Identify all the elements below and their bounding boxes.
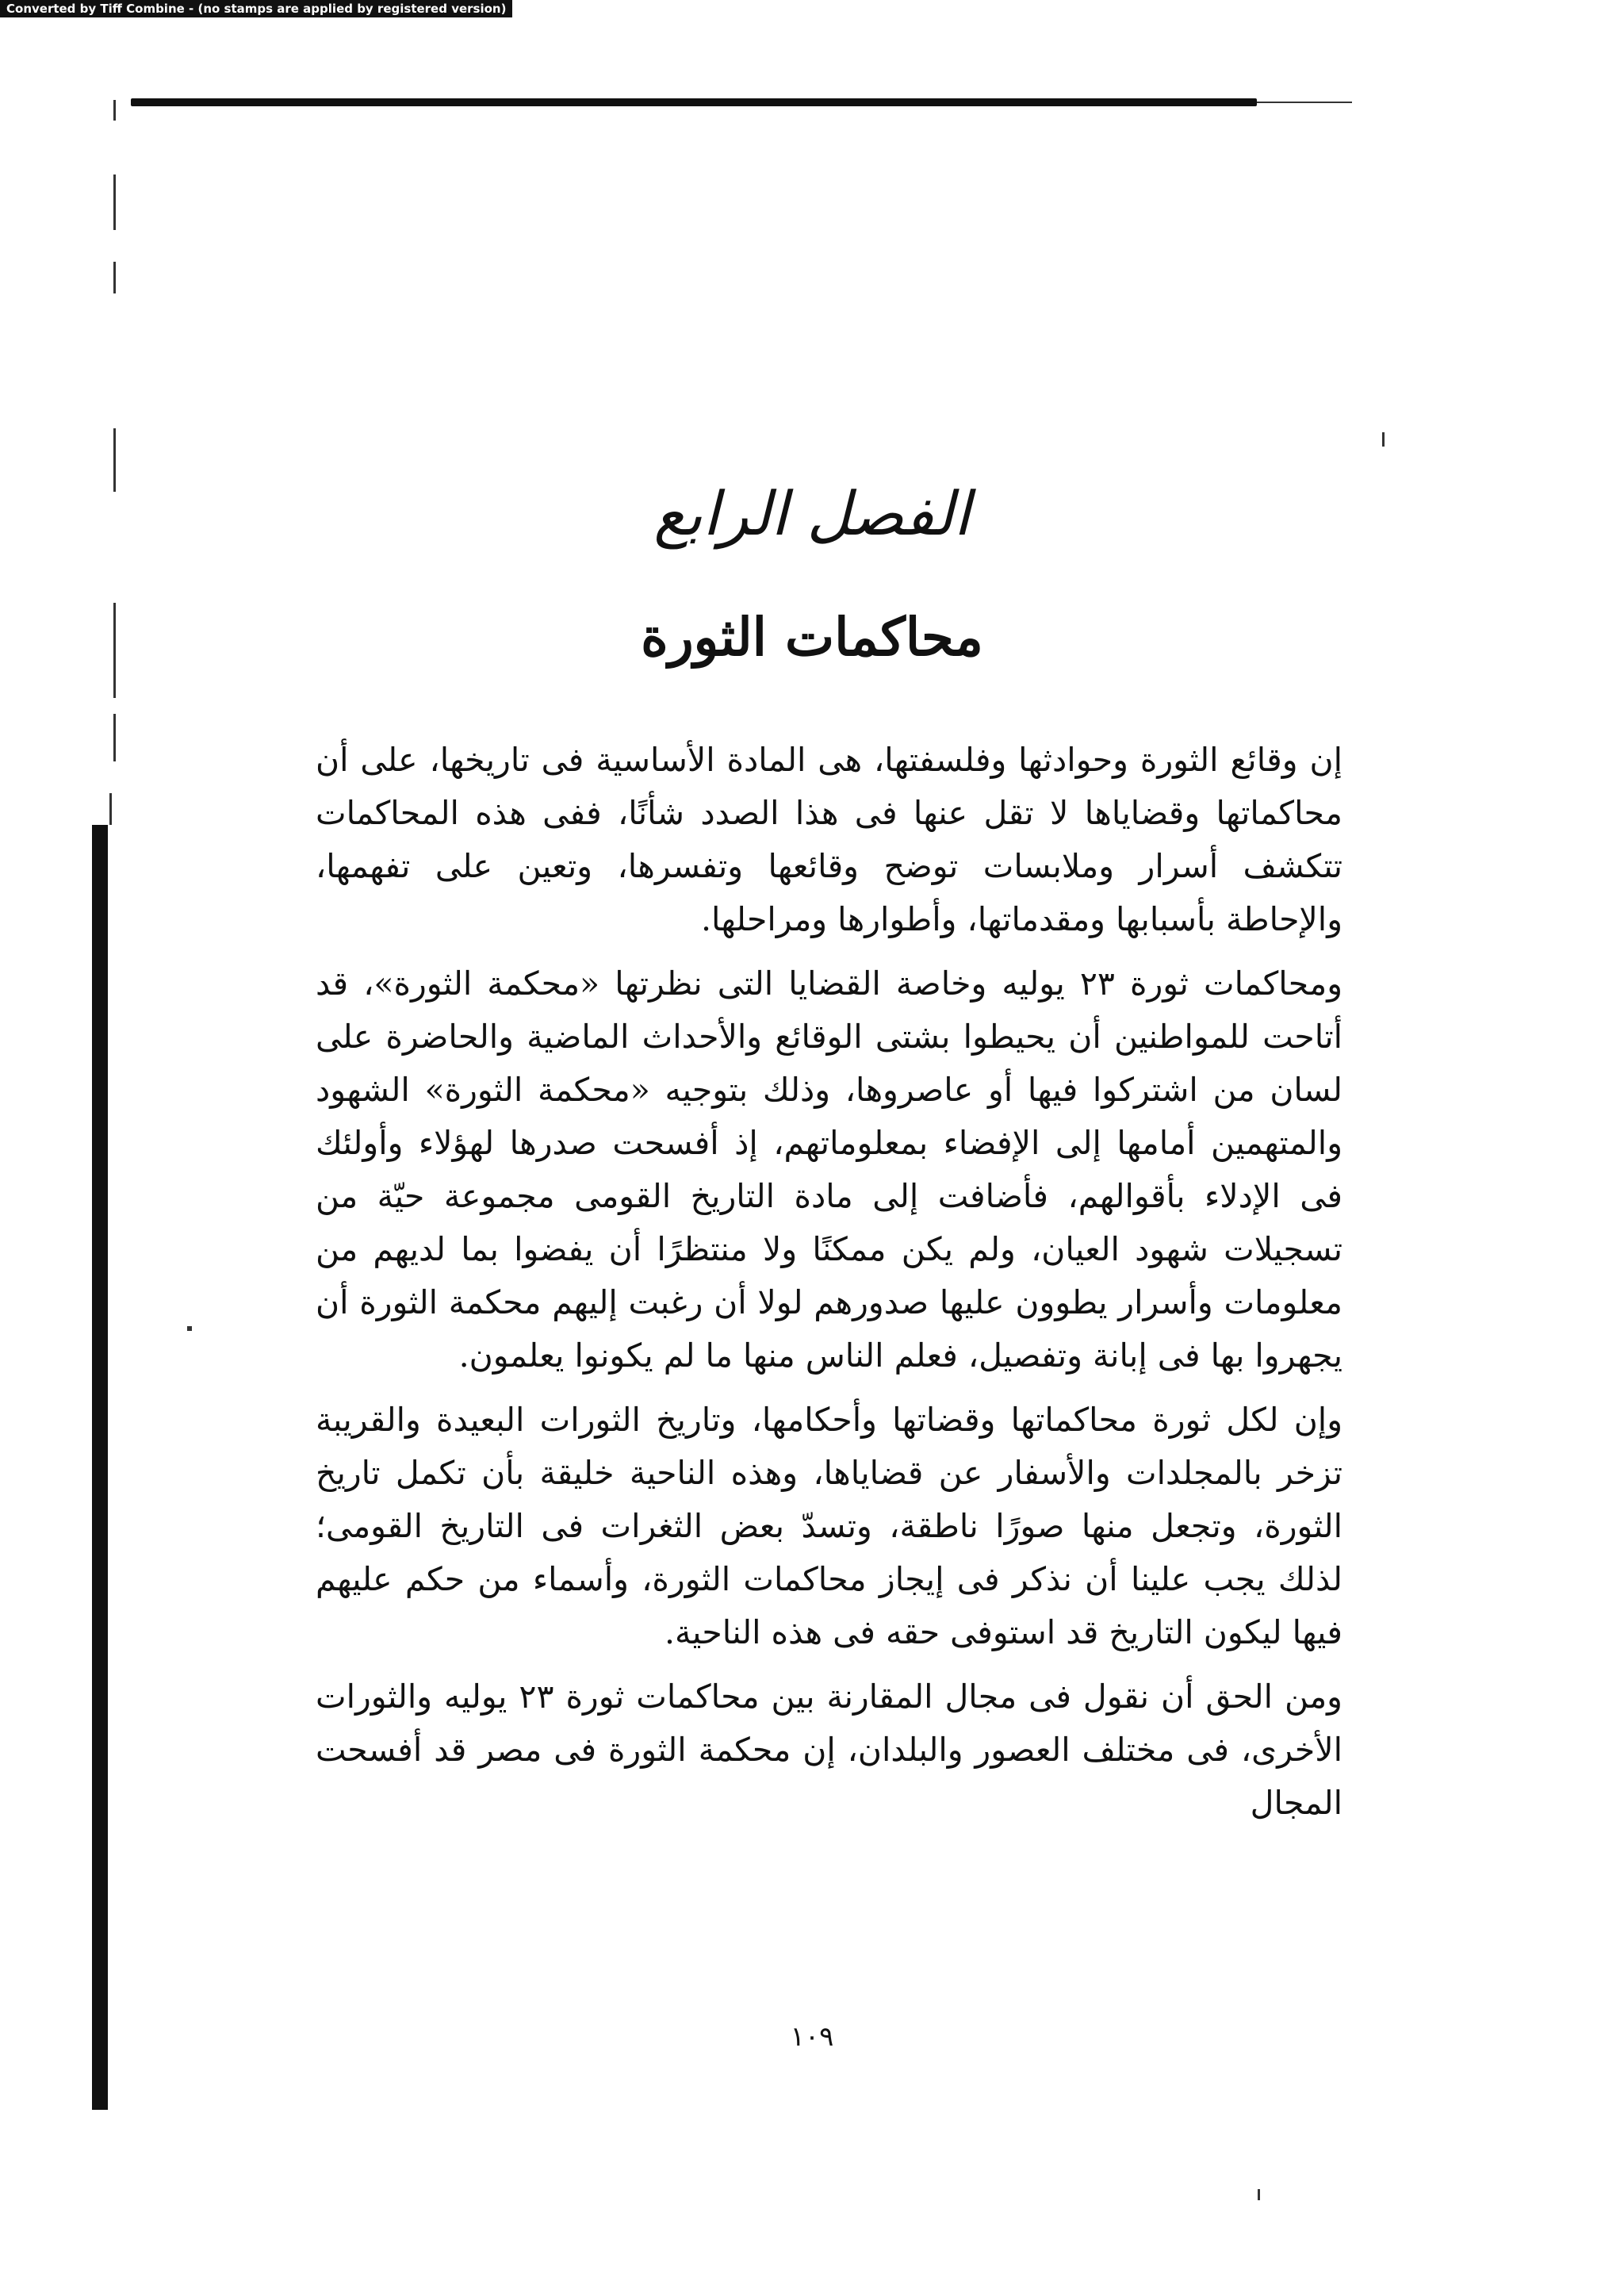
paragraph: ومحاكمات ثورة ٢٣ يوليه وخاصة القضايا التى نظرتها «محكمة الثورة»، قد أتاحت للمواطنين أن يحيطوا بشتى الوقائع والأحداث الماضية والحاضرة على لسان من اشتركوا فيها أو عاصروها، وذلك بتوجيه «محكمة الثورة» الشهود والمتهمين أمامها إلى الإفضاء بمعلوماتهم، إذ أفسحت صدرها لهؤلاء وأولئك فى الإدلاء بأقوالهم، فأضافت إلى مادة التاريخ القومى مجموعة حيّة من تسجيلات شهود العيان، ولم يكن ممكنًا ولا منتظرًا أن يفضوا بما لديهم من معلومات وأسرار يطوون عليها صدورهم لولا أن رغبت إليهم محكمة الثورة أن يجهروا بها فى إبانة وتفصيل، فعلم الناس منها ما لم يكونوا يعلمون.	[316, 964, 1342, 1375]
paragraph: ومن الحق أن نقول فى مجال المقارنة بين محاكمات ثورة ٢٣ يوليه والثورات الأخرى، فى مختلف العصور والبلدان، إن محكمة الثورة فى مصر قد أفسحت المجال	[316, 1678, 1342, 1822]
page-number: ١٠٩	[790, 2021, 834, 2053]
paragraph: وإن لكل ثورة محاكماتها وقضاتها وأحكامها، وتاريخ الثورات البعيدة والقريبة تزخر بالمجلدات والأسفار عن قضاياها، وهذه الناحية خليقة بأن تكمل تاريخ الثورة، وتجعل منها صورًا ناطقة، وتسدّ بعض الثغرات فى التاريخ القومى؛ لذلك يجب علينا أن نذكر فى إيجاز محاكمات الثورة، وأسماء من حكم عليهم فيها ليكون التاريخ قد استوفى حقه فى هذه الناحية.	[316, 1401, 1342, 1651]
top-rule	[131, 98, 1257, 106]
converter-banner: Converted by Tiff Combine - (no stamps are applied by registered version)	[0, 0, 512, 17]
top-rule-extension	[1257, 102, 1352, 103]
chapter-heading: الفصل الرابع	[653, 478, 971, 549]
article-body	[316, 734, 1342, 1841]
scan-edge-shadow	[92, 825, 108, 2110]
page-title: محاكمات الثورة	[641, 606, 983, 668]
paragraph: إن وقائع الثورة وحوادثها وفلسفتها، هى المادة الأساسية فى تاريخها، على أن محاكماتها وقضاياها لا تقل عنها فى هذا الصدد شأنًا، ففى هذه المحاكمات تتكشف أسرار وملابسات توضح وقائعها وتفسرها، وتعين على تفهمها، والإحاطة بأسبابها ومقدماتها، وأطوارها ومراحلها.	[316, 741, 1342, 938]
